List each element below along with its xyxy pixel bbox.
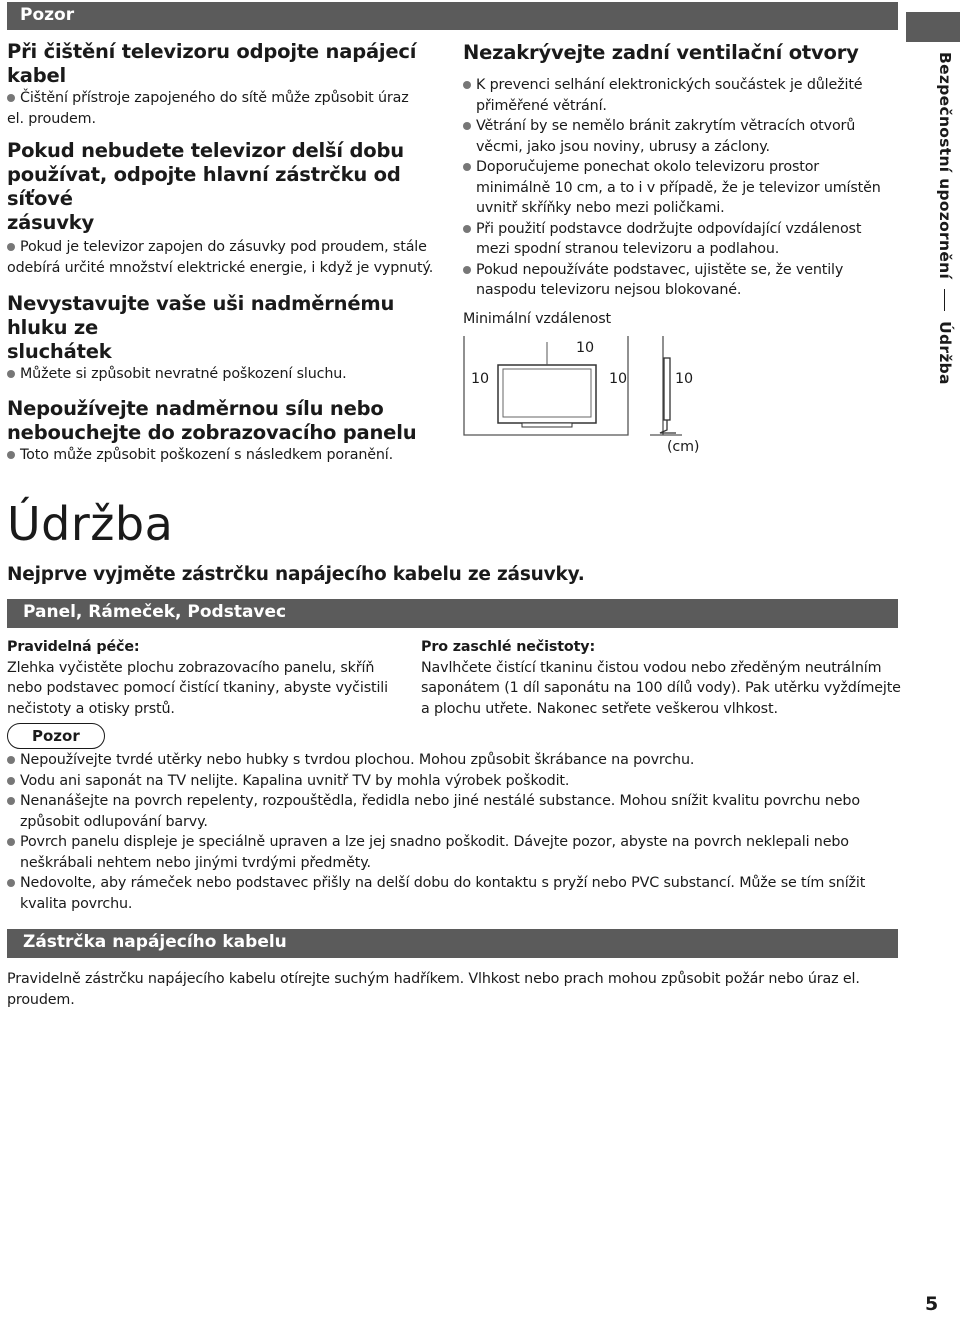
right-column xyxy=(463,41,903,301)
heading-unplug-long-absence-3: zásuvky xyxy=(7,211,94,234)
text-line: K prevenci selhání elektronických součástek je důležité xyxy=(463,75,903,96)
text-line: kvalita povrchu. xyxy=(20,895,133,912)
text-line: mezi spodní stranou televizoru a podlahou. xyxy=(476,241,780,257)
clearance-side-value: 10 xyxy=(675,371,693,387)
clearance-top-value: 10 xyxy=(576,340,594,356)
side-tab-label xyxy=(916,52,956,385)
text-line: Navlhčete čistící tkaninu čistou vodou nebo zředěným neutrálním xyxy=(421,659,882,676)
heading-headphones-2: sluchátek xyxy=(7,340,112,363)
heading-unplug-long-absence-2: používat, odpojte hlavní zástrčku od síťové xyxy=(7,163,401,210)
heading-headphones-1: Nevystavujte vaše uši nadměrnému hluku ze xyxy=(7,292,395,339)
regular-care-heading: Pravidelná péče: xyxy=(7,639,140,655)
regular-care xyxy=(7,637,407,719)
text-line: naspodu televizoru nejsou blokované. xyxy=(476,282,742,298)
caution-pill: Pozor xyxy=(7,723,105,749)
text-line: Toto může způsobit poškození s následkem poranění. xyxy=(7,445,452,466)
text-line: způsobit odlupování barvy. xyxy=(20,813,208,830)
text-line: Doporučujeme ponechat okolo televizoru prostor xyxy=(463,157,903,178)
text-line: Povrch panelu displeje je speciálně upraven a lze jej snadno poškodit. Dávejte pozor, abyste na povrch neklepali nebo xyxy=(7,832,897,853)
text-line: Vodu ani saponát na TV nelijte. Kapalina uvnitř TV by mohla výrobek poškodit. xyxy=(7,771,897,792)
text-line: neškrábali nehtem nebo jinými tvrdými předměty. xyxy=(20,854,371,871)
caution-list xyxy=(7,750,897,914)
side-tab-label-safety: Bezpečnostní upozornění xyxy=(936,52,954,280)
diagram-caption: Minimální vzdálenost xyxy=(463,311,612,327)
text-line: a plochu utřete. Nakonec setřete veškerou vlhkost. xyxy=(421,700,778,717)
heading-unplug-when-cleaning: Při čištění televizoru odpojte napájecí kabel xyxy=(7,40,417,87)
text-line: Pokud nepoužíváte podstavec, ujistěte se, že ventily xyxy=(463,260,903,281)
stubborn-dirt xyxy=(421,637,901,719)
panel-frame-stand-label: Panel, Rámeček, Podstavec xyxy=(23,602,287,622)
text-line: Čištění přístroje zapojeného do sítě může způsobit úraz xyxy=(7,88,452,109)
text-line: věcmi, jako jsou noviny, ubrusy a záclony. xyxy=(476,138,770,155)
clearance-left-value: 10 xyxy=(471,371,489,387)
heading-no-force-1: Nepoužívejte nadměrnou sílu nebo xyxy=(7,396,384,420)
panel-frame-stand-bar xyxy=(7,599,898,628)
left-column xyxy=(7,40,452,465)
text-line: přiměřené větrání. xyxy=(476,97,607,114)
text-line: saponátem (1 díl saponátu na 100 dílů vody). Pak utěrku vyždímejte xyxy=(421,680,901,696)
text-line: Nenanášejte na povrch repelenty, rozpouštědla, ředidla nebo jiné nestálé substance. Mohou snížit kvalitu povrchu nebo xyxy=(7,791,897,812)
text-line: el. proudem. xyxy=(7,110,96,127)
text-line: nebo podstavec pomocí čistící tkaniny, abyste vyčistili xyxy=(7,680,388,696)
heading-ventilation: Nezakrývejte zadní ventilační otvory xyxy=(463,41,859,64)
stubborn-dirt-heading: Pro zaschlé nečistoty: xyxy=(421,639,596,655)
caution-header-label: Pozor xyxy=(20,5,75,25)
side-tab-marker xyxy=(906,12,960,42)
text-line: Při použití podstavce dodržujte odpovídající vzdálenost xyxy=(463,219,903,240)
text-line: uvnitř skříňky nebo mezi poličkami. xyxy=(476,200,725,216)
power-plug-bar xyxy=(7,929,898,958)
text-line: Větrání by se nemělo bránit zakrytím větracích otvorů xyxy=(463,116,903,137)
page-number: 5 xyxy=(925,1293,939,1315)
power-plug-text xyxy=(7,969,897,1010)
text-line: proudem. xyxy=(7,991,75,1008)
text-line: Pokud je televizor zapojen do zásuvky pod proudem, stále xyxy=(7,237,452,258)
text-line: Zlehka vyčistěte plochu zobrazovacího panelu, skříň xyxy=(7,659,375,676)
maintenance-subtitle: Nejprve vyjměte zástrčku napájecího kabelu ze zásuvky. xyxy=(7,564,585,585)
power-plug-label: Zástrčka napájecího kabelu xyxy=(23,932,287,952)
text-line: Nepoužívejte tvrdé utěrky nebo hubky s tvrdou plochou. Mohou způsobit škrábance na povrchu. xyxy=(7,750,897,771)
heading-unplug-long-absence-1: Pokud nebudete televizor delší dobu xyxy=(7,139,404,162)
text-line: nečistoty a otisky prstů. xyxy=(7,700,175,717)
text-line: Nedovolte, aby rámeček nebo podstavec přišly na delší dobu do kontaktu s pryží nebo PVC substancí. Může se tím snížit xyxy=(7,873,897,894)
text-line: minimálně 10 cm, a to i v případě, že je televizor umístěn xyxy=(476,179,881,196)
text-line: Můžete si způsobit nevratné poškození sluchu. xyxy=(7,364,452,385)
heading-no-force-2: nebouchejte do zobrazovacího panelu xyxy=(7,420,417,444)
clearance-right-value: 10 xyxy=(609,371,627,387)
caution-header-bar xyxy=(7,2,898,30)
side-tab-separator xyxy=(944,289,946,311)
text-line: odebírá určité množství elektrické energie, i když je vypnutý. xyxy=(7,259,434,276)
text-line: Pravidelně zástrčku napájecího kabelu otírejte suchým hadříkem. Vlhkost nebo prach mohou způsobit požár nebo úraz el. xyxy=(7,971,860,987)
tv-stand-front xyxy=(522,423,572,427)
tv-screen xyxy=(503,369,591,417)
maintenance-title: Údržba xyxy=(7,497,174,551)
diagram-unit: (cm) xyxy=(667,439,700,455)
side-tab-label-maintenance: Údržba xyxy=(936,321,954,385)
